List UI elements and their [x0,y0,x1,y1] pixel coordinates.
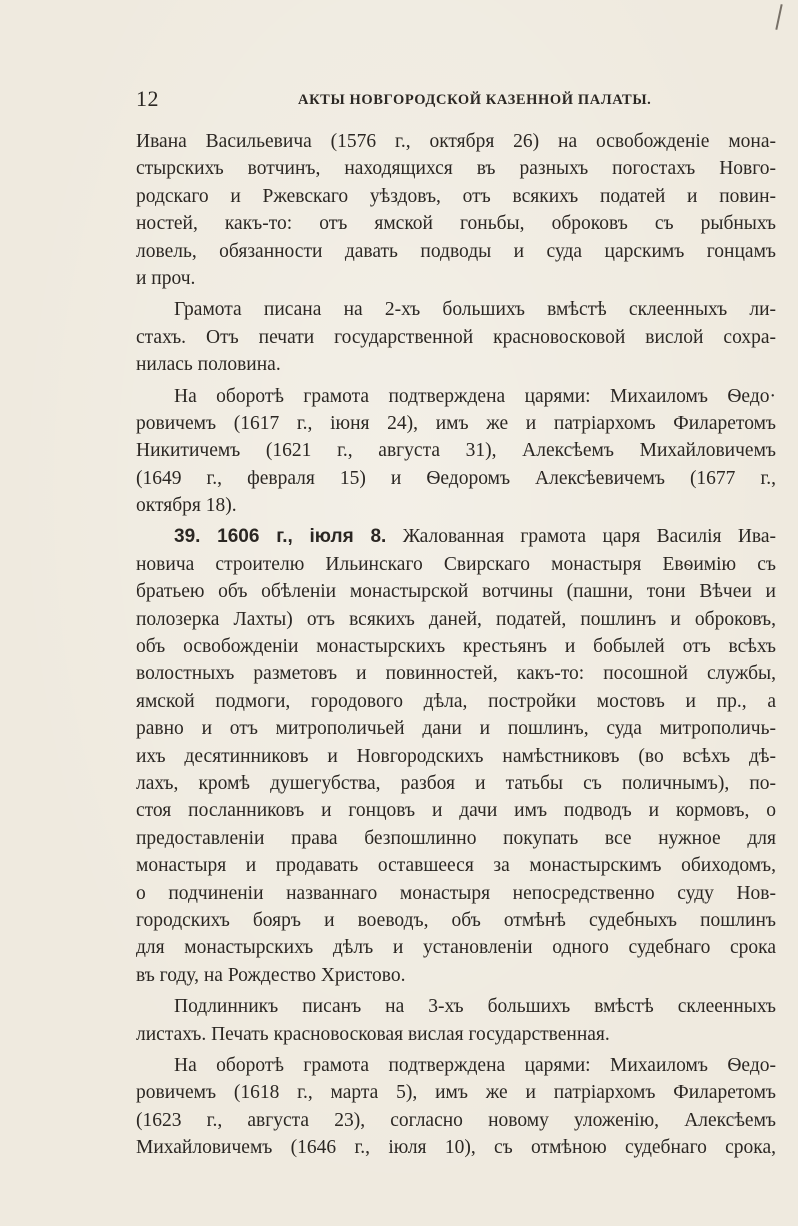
paragraph-description [136,296,776,378]
text-line: Никитичемъ (1621 г., августа 31), Алексѣемъ Михайловичемъ [136,440,776,462]
body-text [136,128,776,1161]
page-edge-mark [775,4,782,30]
text-line: для монастырскихъ дѣлъ и установленіи одного судебнаго срока [136,937,776,959]
paragraph-original-description [136,993,776,1048]
text-line: ровичемъ (1617 г., іюня 24), имъ же и патріархомъ Филаретомъ [136,412,776,434]
text-line: городскихъ бояръ и воеводъ, объ отмѣнѣ судебныхъ пошлинъ [136,909,776,931]
paragraph-confirmations-2 [136,1052,776,1162]
text-line: о подчиненіи названнаго монастыря непосредственно суду Нов- [136,882,776,904]
text-line: монастыря и продавать оставшееся за монастырскимъ обиходомъ, [136,855,776,877]
text-line: новича строителю Ильинскаго Свирскаго монастыря Евѳимію съ [136,553,776,575]
text-line: объ освобожденіи монастырскихъ крестьянъ и бобылей отъ всѣхъ [136,636,776,658]
page-number: 12 [136,86,159,111]
text-line: лахъ, кромѣ душегубства, разбоя и татьбы съ поличнымъ), по- [136,772,776,794]
text-line: родскаго и Ржевскаго уѣздовъ, отъ всякихъ податей и повин- [136,185,776,207]
text-line: (1649 г., февраля 15) и Ѳедоромъ Алексѣевичемъ (1677 г., [136,467,776,489]
text-line: предоставленіи права безпошлинно покупать все нужное для [136,827,776,849]
text-line: ихъ десятинниковъ и Новгородскихъ намѣстниковъ (во всѣхъ дѣ- [136,745,776,767]
text-line: нилась половина. [136,354,281,376]
entry-39 [136,523,776,989]
text-line: полозерка Лахты) отъ всякихъ даней, податей, пошлинъ и оброковъ, [136,608,776,630]
text-line: стырскихъ вотчинъ, находящихся въ разныхъ погостахъ Новго- [136,158,776,180]
entry-heading: 39. 1606 г., іюля 8. [174,526,387,548]
text-line: ямской подмоги, городового дѣла, постройки мостовъ и пр., а [136,690,776,712]
text-line: Михайловичемъ (1646 г., іюля 10), съ отмѣною судебнаго срока, [136,1137,776,1159]
entry-first-line: Жалованная грамота царя Василія Ива- [402,526,776,548]
text-line: листахъ. Печать красновосковая вислая государственная. [136,1023,610,1045]
text-line [136,523,776,550]
text-line: стахъ. Отъ печати государственной красновосковой вислой сохра- [136,326,776,348]
text-line: въ году, на Рождество Христово. [136,964,406,986]
text-line: На оборотѣ грамота подтверждена царями: Михаиломъ Ѳедо· [174,385,776,407]
text-line: ровичемъ (1618 г., марта 5), имъ же и патріархомъ Филаретомъ [136,1082,776,1104]
paragraph-continuation [136,128,776,292]
text-line: волостныхъ разметовъ и повинностей, какъ-то: посошной службы, [136,663,776,685]
text-line: октября 18). [136,495,237,517]
text-line: и проч. [136,267,196,289]
text-line: На оборотѣ грамота подтверждена царями: Михаиломъ Ѳедо- [174,1054,776,1076]
paragraph-confirmations [136,383,776,520]
page-header [136,86,776,116]
text-line: равно и отъ митрополичьей дани и пошлинъ, суда митрополичь- [136,718,776,740]
text-line: ловель, обязанности давать подводы и суда царскимъ гонцамъ [136,240,776,262]
text-line: Подлинникъ писанъ на 3-хъ большихъ вмѣстѣ склеенныхъ [174,996,776,1018]
text-line: Ивана Васильевича (1576 г., октября 26) на освобожденіе мона- [136,131,776,152]
running-head: АКТЫ НОВГОРОДСКОЙ КАЗЕННОЙ ПАЛАТЫ. [298,92,652,108]
text-line: ностей, какъ-то: отъ ямской гоньбы, оброковъ съ рыбныхъ [136,213,776,235]
text-line: братьею объ обѣленіи монастырской вотчины (пашни, тони Вѣчеи и [136,581,776,603]
text-line: стоя посланниковъ и гонцовъ и дачи имъ подводъ и кормовъ, о [136,800,776,822]
text-line: Грамота писана на 2-хъ большихъ вмѣстѣ склеенныхъ ли- [174,299,776,321]
text-line: (1623 г., августа 23), согласно новому уложенію, Алексѣемъ [136,1109,776,1131]
